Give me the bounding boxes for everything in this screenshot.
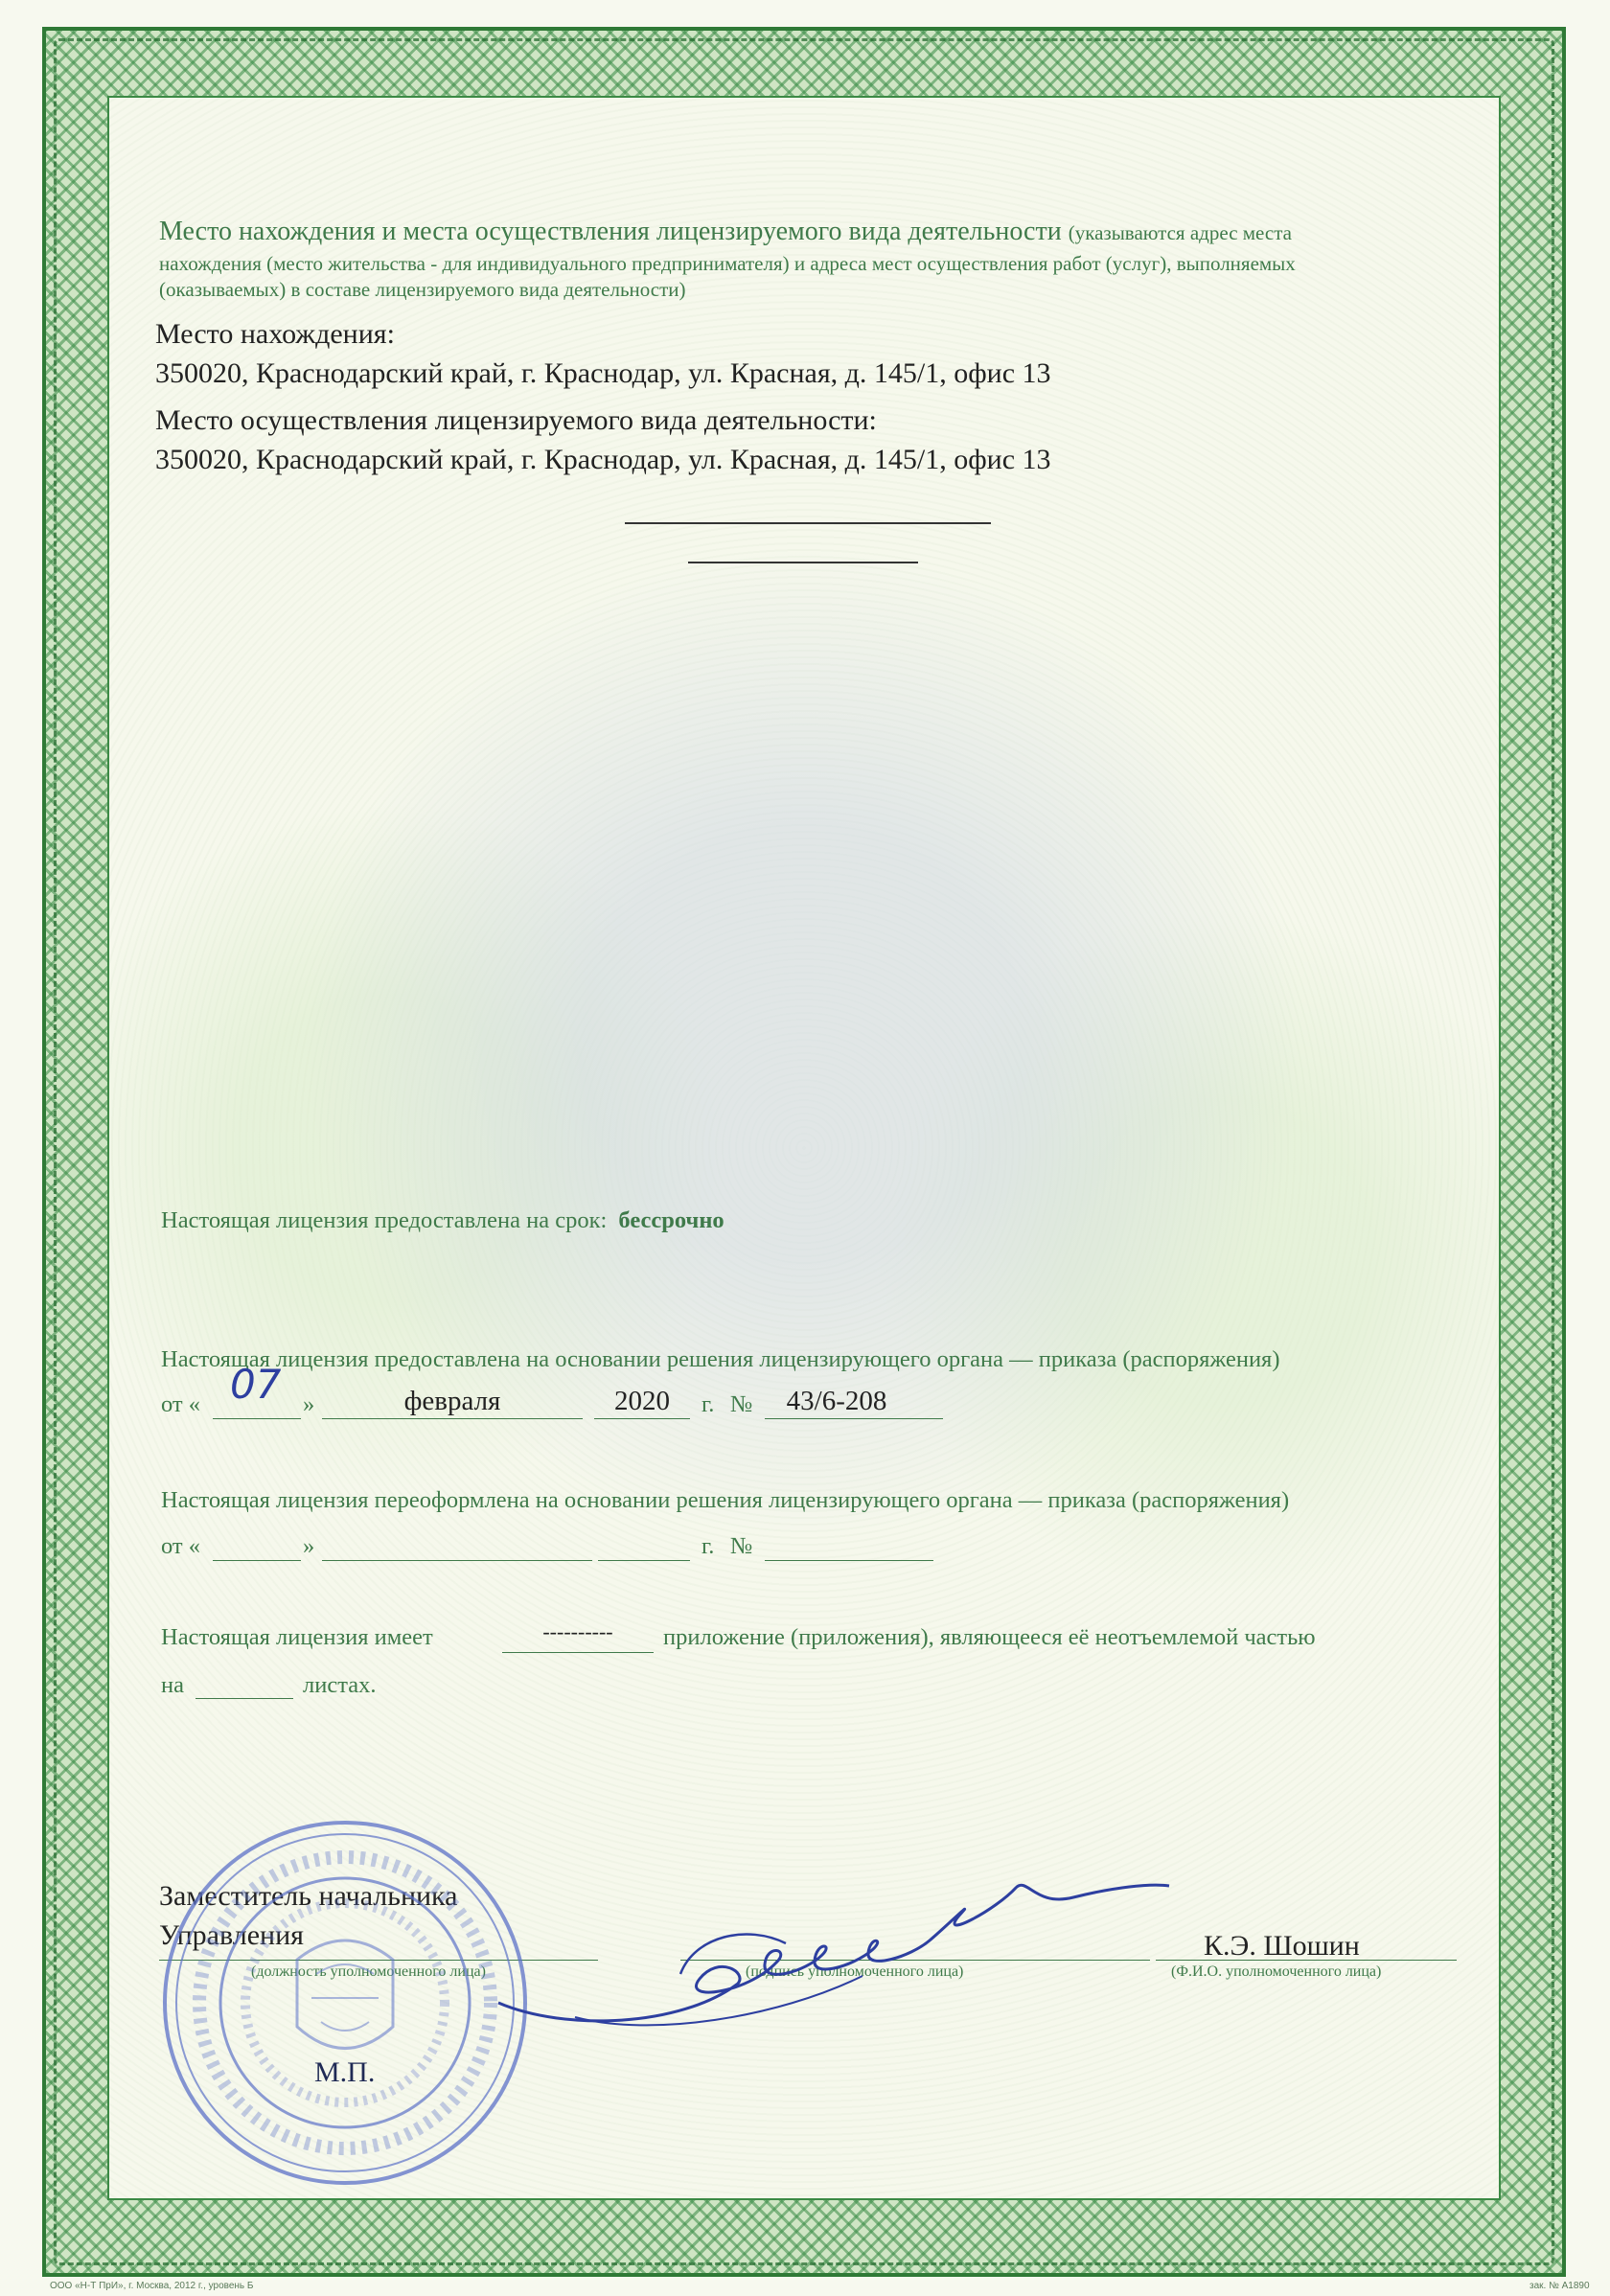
- handwritten-signature: [460, 1849, 1188, 2060]
- grant-number-sign: №: [730, 1391, 753, 1417]
- reissue-day-line: [213, 1560, 301, 1561]
- grant-day-line: [213, 1418, 301, 1419]
- reissue-month-line: [322, 1560, 592, 1561]
- grant-year-suffix: г.: [702, 1391, 715, 1417]
- term-label: Настоящая лицензия предоставлена на срок:: [161, 1207, 608, 1233]
- grant-day: 07: [230, 1361, 282, 1408]
- location-header-title: Место нахождения и места осуществления лицензируемого вида деятельности: [159, 217, 1062, 246]
- appendix-on: на: [161, 1672, 184, 1698]
- appendix-text-before: Настоящая лицензия имеет: [161, 1624, 433, 1650]
- signature-caption: (подпись уполномоченного лица): [746, 1963, 964, 1980]
- activity-location-label: Место осуществления лицензируемого вида деятельности:: [155, 404, 877, 436]
- separator-line-1: [625, 522, 991, 524]
- signer-position-line1: Заместитель начальника: [159, 1880, 458, 1912]
- reissue-from-close: »: [303, 1533, 315, 1559]
- order-number: зак. № А1890: [1530, 2281, 1590, 2291]
- name-caption: (Ф.И.О. уполномоченного лица): [1171, 1963, 1382, 1980]
- reissue-text: Настоящая лицензия переоформлена на основании решения лицензирующего органа — приказа (распоряжения): [161, 1487, 1290, 1513]
- appendix-sheets-line: [196, 1698, 293, 1699]
- grant-number-line: [765, 1418, 943, 1419]
- grant-from-prefix: от «: [161, 1391, 201, 1417]
- position-caption: (должность уполномоченного лица): [251, 1963, 486, 1980]
- stamp-place: М.П.: [314, 2056, 376, 2088]
- appendix-count: ----------: [542, 1619, 613, 1643]
- separator-line-2: [688, 562, 918, 563]
- term-line: [161, 1207, 724, 1234]
- term-value: бессрочно: [618, 1207, 724, 1233]
- location-address: 350020, Краснодарский край, г. Краснодар, ул. Красная, д. 145/1, офис 13: [155, 357, 1051, 389]
- reissue-number-line: [765, 1560, 933, 1561]
- name-line: [1156, 1960, 1457, 1961]
- signer-position-line2: Управления: [159, 1919, 304, 1951]
- grant-month: февраля: [403, 1386, 501, 1416]
- location-header-note-line2: нахождения (место жительства - для индивидуального предпринимателя) и адреса мест осуществления работ (услуг), выполняемых: [159, 252, 1296, 275]
- location-label: Место нахождения:: [155, 318, 395, 350]
- location-header: [159, 217, 1292, 247]
- appendix-sheets: листах.: [303, 1672, 377, 1698]
- grant-month-line: [322, 1418, 583, 1419]
- grant-year-line: [594, 1418, 690, 1419]
- printer-info: ООО «Н-Т ПрИ», г. Москва, 2012 г., уровень Б: [50, 2281, 254, 2291]
- activity-location-address: 350020, Краснодарский край, г. Краснодар, ул. Красная, д. 145/1, офис 13: [155, 444, 1051, 475]
- grant-from-close: »: [303, 1391, 315, 1417]
- signer-name: К.Э. Шошин: [1204, 1930, 1360, 1962]
- reissue-year-suffix: г.: [702, 1533, 715, 1559]
- reissue-number-sign: №: [730, 1533, 753, 1559]
- appendix-count-line: [502, 1652, 654, 1653]
- grant-text: Настоящая лицензия предоставлена на основании решения лицензирующего органа — приказа (распоряжения): [161, 1346, 1280, 1372]
- appendix-text-after: приложение (приложения), являющееся её неотъемлемой частью: [663, 1624, 1316, 1650]
- reissue-year-line: [598, 1560, 690, 1561]
- location-header-note-line3: (оказываемых) в составе лицензируемого вида деятельности): [159, 278, 686, 301]
- grant-year: 2020: [614, 1386, 670, 1416]
- reissue-from-prefix: от «: [161, 1533, 201, 1559]
- grant-number: 43/6-208: [786, 1386, 887, 1416]
- location-header-note: (указываются адрес места: [1068, 221, 1292, 244]
